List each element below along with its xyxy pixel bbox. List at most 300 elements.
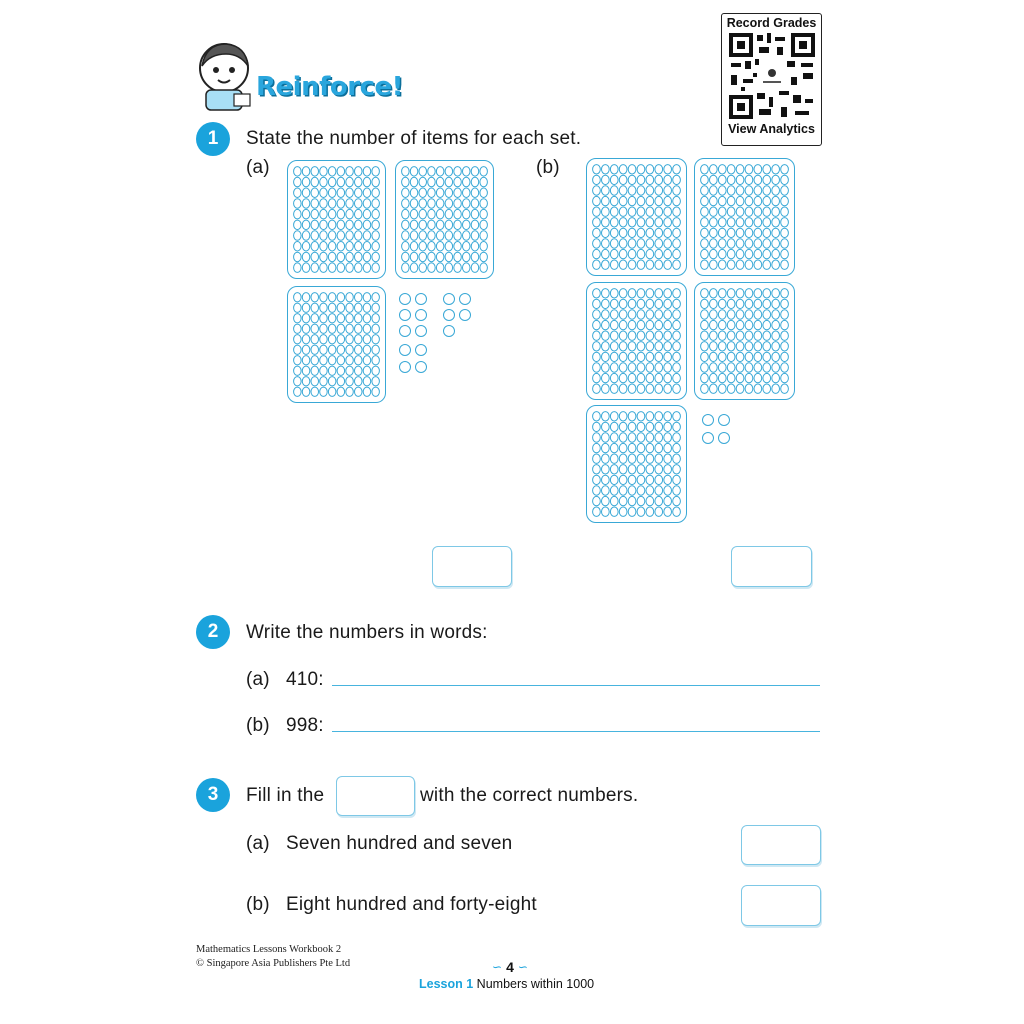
unit-in-hundred	[311, 209, 319, 219]
unit-in-hundred	[619, 433, 627, 442]
unit-in-hundred	[754, 331, 762, 340]
unit-in-hundred	[471, 177, 479, 187]
unit-in-hundred	[673, 299, 681, 308]
unit-in-hundred	[311, 387, 319, 396]
unit-in-hundred	[602, 320, 610, 329]
unit-in-hundred	[673, 175, 681, 184]
unit-in-hundred	[718, 165, 726, 174]
unit-in-hundred	[646, 320, 654, 329]
unit-in-hundred	[445, 242, 453, 252]
page-number: 4	[506, 959, 514, 975]
unit-in-hundred	[363, 345, 371, 354]
unit-in-hundred	[628, 239, 636, 248]
unit-in-hundred	[772, 175, 780, 184]
unit-in-hundred	[664, 422, 672, 431]
unit-in-hundred	[701, 352, 709, 361]
unit-in-hundred	[646, 207, 654, 216]
unit-in-hundred	[710, 299, 718, 308]
unit-in-hundred	[372, 366, 380, 375]
unit-in-hundred	[736, 260, 744, 269]
unit-in-hundred	[480, 220, 488, 230]
unit-in-hundred	[311, 335, 319, 344]
unit-in-hundred	[311, 366, 319, 375]
unit-in-hundred	[363, 177, 371, 187]
unit-in-hundred	[655, 486, 663, 495]
unit-in-hundred	[710, 289, 718, 298]
unit-in-hundred	[311, 167, 319, 177]
unit-in-hundred	[701, 175, 709, 184]
unit-in-hundred	[655, 465, 663, 474]
unit-in-hundred	[471, 263, 479, 273]
unit-in-hundred	[673, 412, 681, 421]
q3-b-answer-box[interactable]	[741, 885, 821, 926]
hundred-block	[694, 282, 795, 400]
unit-in-hundred	[655, 320, 663, 329]
unit-in-hundred	[619, 486, 627, 495]
unit-circle	[459, 309, 471, 321]
q3-a-answer-box[interactable]	[741, 825, 821, 865]
unit-in-hundred	[346, 335, 354, 344]
unit-in-hundred	[311, 220, 319, 230]
unit-in-hundred	[363, 242, 371, 252]
unit-in-hundred	[628, 165, 636, 174]
unit-in-hundred	[355, 167, 363, 177]
unit-in-hundred	[655, 412, 663, 421]
unit-in-hundred	[763, 373, 771, 382]
unit-in-hundred	[646, 218, 654, 227]
unit-in-hundred	[610, 186, 618, 195]
unit-in-hundred	[701, 196, 709, 205]
unit-circle	[718, 432, 730, 444]
unit-in-hundred	[628, 422, 636, 431]
unit-in-hundred	[311, 177, 319, 187]
unit-in-hundred	[363, 199, 371, 209]
unit-in-hundred	[410, 252, 418, 262]
unit-in-hundred	[311, 263, 319, 273]
unit-in-hundred	[763, 165, 771, 174]
unit-in-hundred	[602, 454, 610, 463]
unit-in-hundred	[610, 228, 618, 237]
unit-in-hundred	[454, 220, 462, 230]
unit-in-hundred	[311, 345, 319, 354]
unit-in-hundred	[781, 363, 789, 372]
q1-b-answer-box[interactable]	[731, 546, 812, 587]
unit-in-hundred	[363, 335, 371, 344]
unit-in-hundred	[673, 465, 681, 474]
unit-in-hundred	[363, 314, 371, 323]
unit-in-hundred	[363, 293, 371, 302]
unit-in-hundred	[619, 496, 627, 505]
unit-in-hundred	[311, 303, 319, 312]
unit-in-hundred	[428, 188, 436, 198]
unit-in-hundred	[772, 342, 780, 351]
unit-in-hundred	[471, 167, 479, 177]
unit-in-hundred	[673, 320, 681, 329]
unit-in-hundred	[410, 242, 418, 252]
unit-in-hundred	[727, 196, 735, 205]
unit-in-hundred	[320, 252, 328, 262]
unit-in-hundred	[718, 342, 726, 351]
unit-in-hundred	[718, 207, 726, 216]
unit-in-hundred	[727, 207, 735, 216]
unit-in-hundred	[646, 196, 654, 205]
unit-in-hundred	[745, 384, 753, 393]
unit-in-hundred	[619, 289, 627, 298]
unit-in-hundred	[619, 207, 627, 216]
unit-in-hundred	[772, 289, 780, 298]
unit-in-hundred	[646, 239, 654, 248]
unit-in-hundred	[754, 320, 762, 329]
unit-in-hundred	[673, 352, 681, 361]
unit-in-hundred	[480, 167, 488, 177]
unit-in-hundred	[637, 260, 645, 269]
unit-in-hundred	[664, 496, 672, 505]
unit-in-hundred	[337, 387, 345, 396]
unit-in-hundred	[436, 188, 444, 198]
unit-in-hundred	[772, 207, 780, 216]
unit-in-hundred	[701, 342, 709, 351]
unit-in-hundred	[763, 289, 771, 298]
unit-in-hundred	[602, 465, 610, 474]
unit-in-hundred	[602, 352, 610, 361]
unit-in-hundred	[337, 314, 345, 323]
unit-in-hundred	[673, 373, 681, 382]
unit-in-hundred	[664, 175, 672, 184]
unit-in-hundred	[337, 199, 345, 209]
unit-in-hundred	[664, 507, 672, 516]
unit-in-hundred	[637, 228, 645, 237]
unit-in-hundred	[781, 175, 789, 184]
unit-in-hundred	[402, 220, 410, 230]
unit-in-hundred	[637, 496, 645, 505]
unit-in-hundred	[593, 320, 601, 329]
unit-in-hundred	[637, 196, 645, 205]
unit-in-hundred	[754, 373, 762, 382]
unit-in-hundred	[619, 175, 627, 184]
unit-in-hundred	[754, 289, 762, 298]
unit-in-hundred	[781, 299, 789, 308]
unit-in-hundred	[346, 252, 354, 262]
unit-in-hundred	[763, 218, 771, 227]
unit-in-hundred	[410, 209, 418, 219]
unit-in-hundred	[628, 260, 636, 269]
unit-in-hundred	[628, 218, 636, 227]
footer-book-title: Mathematics Lessons Workbook 2	[196, 944, 342, 955]
unit-in-hundred	[302, 188, 310, 198]
unit-in-hundred	[419, 177, 427, 187]
unit-in-hundred	[346, 242, 354, 252]
unit-in-hundred	[727, 186, 735, 195]
unit-in-hundred	[736, 363, 744, 372]
unit-in-hundred	[328, 242, 336, 252]
unit-in-hundred	[602, 289, 610, 298]
unit-in-hundred	[655, 310, 663, 319]
unit-in-hundred	[781, 331, 789, 340]
unit-in-hundred	[664, 260, 672, 269]
unit-in-hundred	[610, 433, 618, 442]
unit-in-hundred	[701, 320, 709, 329]
qr-top-label: Record Grades	[726, 16, 817, 30]
unit-in-hundred	[311, 356, 319, 365]
unit-circle	[415, 344, 427, 356]
unit-in-hundred	[436, 177, 444, 187]
unit-in-hundred	[328, 199, 336, 209]
unit-in-hundred	[355, 366, 363, 375]
q2-b-answer-line[interactable]	[332, 730, 820, 732]
unit-in-hundred	[664, 486, 672, 495]
unit-in-hundred	[302, 387, 310, 396]
unit-in-hundred	[436, 263, 444, 273]
unit-in-hundred	[402, 199, 410, 209]
unit-in-hundred	[610, 207, 618, 216]
unit-in-hundred	[445, 209, 453, 219]
unit-in-hundred	[419, 242, 427, 252]
unit-in-hundred	[736, 228, 744, 237]
unit-in-hundred	[302, 199, 310, 209]
unit-in-hundred	[593, 412, 601, 421]
unit-in-hundred	[628, 196, 636, 205]
unit-in-hundred	[355, 220, 363, 230]
unit-in-hundred	[337, 220, 345, 230]
unit-in-hundred	[610, 218, 618, 227]
unit-in-hundred	[637, 320, 645, 329]
unit-in-hundred	[619, 239, 627, 248]
unit-in-hundred	[445, 220, 453, 230]
unit-in-hundred	[701, 363, 709, 372]
unit-in-hundred	[619, 228, 627, 237]
unit-in-hundred	[602, 186, 610, 195]
unit-in-hundred	[763, 352, 771, 361]
unit-in-hundred	[736, 239, 744, 248]
unit-in-hundred	[311, 324, 319, 333]
unit-in-hundred	[602, 433, 610, 442]
unit-in-hundred	[372, 188, 380, 198]
unit-in-hundred	[655, 496, 663, 505]
unit-in-hundred	[337, 242, 345, 252]
unit-in-hundred	[311, 199, 319, 209]
unit-in-hundred	[610, 289, 618, 298]
unit-in-hundred	[294, 177, 302, 187]
unit-in-hundred	[736, 186, 744, 195]
unit-in-hundred	[745, 352, 753, 361]
unit-in-hundred	[610, 342, 618, 351]
unit-in-hundred	[664, 196, 672, 205]
unit-in-hundred	[346, 167, 354, 177]
unit-in-hundred	[710, 260, 718, 269]
lesson-footer	[419, 977, 594, 991]
unit-in-hundred	[736, 196, 744, 205]
unit-in-hundred	[754, 260, 762, 269]
unit-in-hundred	[637, 218, 645, 227]
unit-circle	[415, 325, 427, 337]
unit-in-hundred	[402, 252, 410, 262]
unit-in-hundred	[754, 165, 762, 174]
unit-in-hundred	[664, 310, 672, 319]
unit-in-hundred	[320, 199, 328, 209]
unit-in-hundred	[610, 260, 618, 269]
unit-in-hundred	[673, 186, 681, 195]
unit-in-hundred	[619, 249, 627, 258]
unit-circle	[718, 414, 730, 426]
unit-in-hundred	[355, 377, 363, 386]
unit-in-hundred	[727, 342, 735, 351]
q3-part-a-text: Seven hundred and seven	[286, 833, 513, 854]
unit-in-hundred	[454, 263, 462, 273]
unit-in-hundred	[302, 314, 310, 323]
unit-in-hundred	[445, 231, 453, 241]
unit-in-hundred	[471, 220, 479, 230]
unit-in-hundred	[593, 342, 601, 351]
unit-in-hundred	[772, 384, 780, 393]
unit-in-hundred	[454, 167, 462, 177]
unit-in-hundred	[602, 249, 610, 258]
unit-in-hundred	[736, 207, 744, 216]
unit-in-hundred	[772, 218, 780, 227]
question-3-badge: 3	[196, 778, 230, 812]
unit-in-hundred	[664, 412, 672, 421]
unit-in-hundred	[337, 252, 345, 262]
unit-in-hundred	[302, 231, 310, 241]
unit-in-hundred	[602, 475, 610, 484]
unit-in-hundred	[637, 486, 645, 495]
unit-in-hundred	[637, 443, 645, 452]
unit-in-hundred	[655, 363, 663, 372]
unit-in-hundred	[471, 209, 479, 219]
unit-in-hundred	[619, 165, 627, 174]
unit-in-hundred	[593, 454, 601, 463]
q2-part-b-number: 998:	[286, 715, 324, 736]
q2-part-a-label: (a)	[246, 669, 270, 690]
unit-in-hundred	[781, 342, 789, 351]
unit-in-hundred	[718, 249, 726, 258]
unit-in-hundred	[602, 239, 610, 248]
unit-in-hundred	[754, 239, 762, 248]
unit-in-hundred	[328, 303, 336, 312]
hundred-grid	[587, 159, 686, 275]
unit-in-hundred	[673, 433, 681, 442]
unit-in-hundred	[610, 352, 618, 361]
unit-in-hundred	[602, 299, 610, 308]
unit-in-hundred	[763, 260, 771, 269]
unit-in-hundred	[619, 465, 627, 474]
unit-in-hundred	[410, 167, 418, 177]
unit-in-hundred	[637, 175, 645, 184]
unit-in-hundred	[463, 177, 471, 187]
unit-in-hundred	[745, 363, 753, 372]
unit-in-hundred	[302, 167, 310, 177]
unit-in-hundred	[619, 299, 627, 308]
unit-in-hundred	[628, 331, 636, 340]
unit-in-hundred	[781, 310, 789, 319]
q2-part-a-number: 410:	[286, 669, 324, 690]
unit-in-hundred	[619, 260, 627, 269]
unit-in-hundred	[628, 342, 636, 351]
unit-in-hundred	[701, 331, 709, 340]
unit-in-hundred	[436, 209, 444, 219]
unit-in-hundred	[428, 209, 436, 219]
unit-in-hundred	[664, 384, 672, 393]
unit-in-hundred	[302, 345, 310, 354]
unit-in-hundred	[363, 252, 371, 262]
unit-circle	[415, 361, 427, 373]
unit-circle	[459, 293, 471, 305]
unit-in-hundred	[372, 231, 380, 241]
unit-in-hundred	[754, 228, 762, 237]
unit-in-hundred	[637, 352, 645, 361]
unit-in-hundred	[718, 218, 726, 227]
unit-in-hundred	[593, 289, 601, 298]
unit-in-hundred	[337, 356, 345, 365]
unit-in-hundred	[664, 186, 672, 195]
unit-in-hundred	[646, 363, 654, 372]
unit-in-hundred	[355, 199, 363, 209]
unit-in-hundred	[355, 356, 363, 365]
unit-in-hundred	[763, 207, 771, 216]
unit-in-hundred	[664, 218, 672, 227]
unit-in-hundred	[664, 239, 672, 248]
unit-in-hundred	[372, 387, 380, 396]
unit-circle	[399, 361, 411, 373]
unit-in-hundred	[664, 363, 672, 372]
unit-in-hundred	[610, 384, 618, 393]
unit-in-hundred	[402, 209, 410, 219]
unit-in-hundred	[637, 384, 645, 393]
unit-in-hundred	[355, 252, 363, 262]
unit-in-hundred	[781, 207, 789, 216]
unit-circle	[443, 309, 455, 321]
unit-in-hundred	[294, 356, 302, 365]
unit-in-hundred	[355, 387, 363, 396]
unit-in-hundred	[745, 207, 753, 216]
unit-in-hundred	[610, 465, 618, 474]
unit-in-hundred	[718, 299, 726, 308]
unit-in-hundred	[320, 220, 328, 230]
unit-in-hundred	[593, 239, 601, 248]
unit-in-hundred	[710, 228, 718, 237]
unit-in-hundred	[328, 324, 336, 333]
unit-in-hundred	[346, 209, 354, 219]
unit-in-hundred	[610, 299, 618, 308]
unit-in-hundred	[410, 263, 418, 273]
unit-in-hundred	[320, 345, 328, 354]
unit-in-hundred	[646, 186, 654, 195]
unit-in-hundred	[772, 239, 780, 248]
unit-in-hundred	[320, 231, 328, 241]
unit-in-hundred	[727, 352, 735, 361]
unit-in-hundred	[637, 454, 645, 463]
unit-in-hundred	[602, 218, 610, 227]
unit-in-hundred	[480, 252, 488, 262]
unit-in-hundred	[772, 331, 780, 340]
unit-in-hundred	[763, 196, 771, 205]
q1-part-b-label: (b)	[536, 157, 560, 178]
unit-in-hundred	[372, 252, 380, 262]
unit-in-hundred	[602, 486, 610, 495]
unit-in-hundred	[736, 249, 744, 258]
q1-a-answer-box[interactable]	[432, 546, 512, 587]
qr-code-panel[interactable]	[721, 13, 822, 146]
unit-in-hundred	[655, 196, 663, 205]
question-1-text: State the number of items for each set.	[246, 128, 582, 149]
unit-in-hundred	[718, 289, 726, 298]
unit-in-hundred	[320, 293, 328, 302]
unit-in-hundred	[736, 175, 744, 184]
unit-in-hundred	[593, 218, 601, 227]
unit-in-hundred	[754, 352, 762, 361]
unit-in-hundred	[772, 363, 780, 372]
q2-a-answer-line[interactable]	[332, 684, 820, 686]
unit-in-hundred	[673, 422, 681, 431]
